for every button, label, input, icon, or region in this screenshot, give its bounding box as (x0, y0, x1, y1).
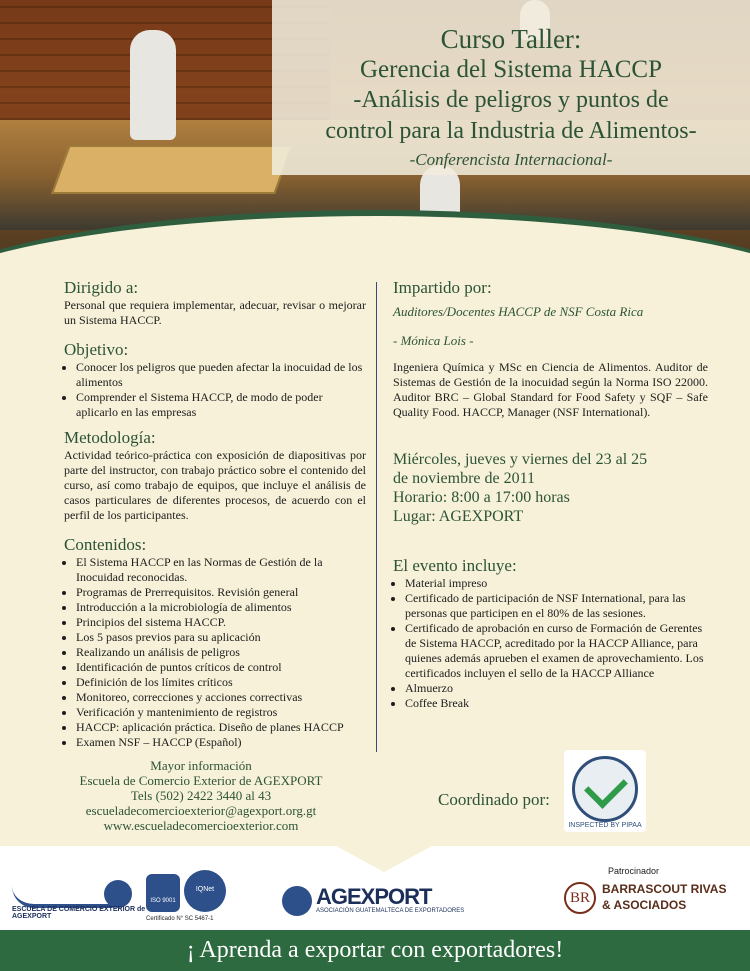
iqnet-badge (184, 870, 226, 912)
speaker-note: -Conferencista Internacional- (409, 150, 613, 169)
event-dates-2: de noviembre de 2011 (393, 470, 536, 487)
speaker-name: - Mónica Lois - (393, 333, 474, 348)
metodologia-heading: Metodología: (64, 428, 156, 447)
left-column (64, 278, 366, 750)
dirigido-text: Personal que requiera implementar, adecuar, revisar o mejorar un Sistema HACCP. (64, 298, 366, 327)
contact-info (60, 758, 342, 833)
iso-badge (146, 874, 180, 912)
iqnet-label: IQNet (195, 886, 215, 893)
auditores-text: Auditores/Docentes HACCP de NSF Costa Rica (393, 304, 644, 319)
info-website[interactable]: www.escueladecomercioexterior.com (103, 818, 299, 833)
br-monogram: BR (564, 882, 596, 914)
event-dates-1: Miércoles, jueves y viernes del 23 al 25 (393, 451, 648, 468)
worker-figure (130, 30, 176, 140)
list-item: • Realizando un análisis de peligros (76, 645, 366, 660)
list-item: • Almuerzo (405, 681, 708, 696)
info-phone: Tels (502) 2422 3440 al 43 (130, 788, 272, 803)
list-item: • Los 5 pasos previos para su aplicación (76, 630, 366, 645)
incluye-list (393, 576, 708, 711)
list-item: • Material impreso (405, 576, 708, 591)
patrocinador-label: Patrocinador (608, 866, 660, 876)
list-item: • Definición de los límites críticos (76, 675, 366, 690)
list-item: • Coffee Break (405, 696, 708, 711)
list-item: • Introducción a la microbiología de alimentos (76, 600, 366, 615)
course-title: Gerencia del Sistema HACCP (359, 56, 663, 83)
objetivo-heading: Objetivo: (64, 340, 129, 359)
list-item: • Monitoreo, correcciones y acciones correctivas (76, 690, 366, 705)
sponsor-logo (560, 880, 730, 920)
sponsor-name-1: BARRASCOUT RIVAS (602, 882, 727, 896)
sponsor-name-2: & ASOCIADOS (602, 898, 687, 912)
course-subtitle-1: -Análisis de peligros y puntos de (353, 87, 669, 113)
column-divider (376, 282, 377, 752)
sponsor-footer (0, 846, 750, 930)
list-item: • Comprender el Sistema HACCP, de modo de poder aplicarlo en las empresas (76, 390, 366, 420)
list-item: • HACCP: aplicación práctica. Diseño de planes HACCP (76, 720, 366, 735)
globe-icon (104, 880, 132, 908)
event-schedule: Horario: 8:00 a 17:00 horas (393, 489, 570, 506)
list-item: • Examen NSF – HACCP (Español) (76, 735, 366, 750)
incluye-heading: El evento incluye: (393, 556, 517, 575)
course-subtitle-2: control para la Industria de Alimentos- (325, 118, 697, 144)
escuela-logo (12, 880, 146, 920)
agexport-wordmark: AGEXPORT (316, 884, 432, 909)
metodologia-text: Actividad teórico-práctica con exposición de diapositivas por parte del instructor, con trabajo práctico sobre el contenido del curso, así como trabajo de equipos, que incluye el análisis de casos particulares de diferentes procesos, de acuerdo con el perfil de los participantes. (64, 448, 366, 522)
badge-text: INSPECTED BY PIPAA (568, 822, 642, 829)
contenidos-list (64, 555, 366, 750)
footer-notch (336, 846, 432, 872)
info-school: Escuela de Comercio Exterior de AGEXPORT (79, 773, 323, 788)
contenidos-heading: Contenidos: (64, 535, 147, 554)
food-tray-image (51, 145, 293, 194)
iso-label: ISO 9001 (150, 898, 176, 904)
globe-icon (282, 886, 312, 916)
coordinado-label: Coordinado por: (438, 790, 550, 809)
agexport-logo (282, 884, 492, 918)
list-item: • Identificación de puntos críticos de control (76, 660, 366, 675)
course-label: Curso Taller: (440, 24, 582, 54)
right-column (393, 278, 708, 711)
list-item: • Verificación y mantenimiento de registros (76, 705, 366, 720)
slogan-bar: ¡ Aprenda a exportar con exportadores! (0, 930, 750, 971)
impartido-heading: Impartido por: (393, 278, 492, 297)
pipaa-badge (564, 750, 646, 832)
list-item: • Certificado de participación de NSF International, para las personas que participen en el 80% de las sesiones. (405, 591, 708, 621)
info-email[interactable]: escueladecomercioexterior@agexport.org.gt (85, 803, 317, 818)
agexport-subtitle: ASOCIACIÓN GUATEMALTECA DE EXPORTADORES (316, 908, 465, 914)
escuela-name: ESCUELA DE COMERCIO EXTERIOR de AGEXPORT (12, 906, 146, 920)
speaker-bio: Ingeniera Química y MSc en Ciencia de Alimentos. Auditor de Sistemas de Gestión de la inocuidad según la Norma ISO 22000. Auditor BRC – Global Standard for Food Safety y SQF – Safe Quality Food. HACCP, Manager (NSF International). (393, 360, 708, 419)
list-item: • Programas de Prerrequisitos. Revisión general (76, 585, 366, 600)
info-title: Mayor información (150, 758, 252, 773)
objetivo-list (64, 360, 366, 420)
dirigido-heading: Dirigido a: (64, 278, 139, 297)
list-item: • Principios del sistema HACCP. (76, 615, 366, 630)
list-item: • El Sistema HACCP en las Normas de Gestión de la Inocuidad reconocidas. (76, 555, 366, 585)
certificate-number: Certificado N° SC 5467-1 (146, 916, 214, 922)
list-item: • Conocer los peligros que pueden afectar la inocuidad de los alimentos (76, 360, 366, 390)
event-location: Lugar: AGEXPORT (393, 508, 524, 525)
list-item: • Certificado de aprobación en curso de Formación de Gerentes de Sistema HACCP, acreditado por la HACCP Alliance, para quienes además aprueben el examen de aprovechamiento. Los certificados incluyen el sello de la HACCP Alliance (405, 621, 708, 681)
